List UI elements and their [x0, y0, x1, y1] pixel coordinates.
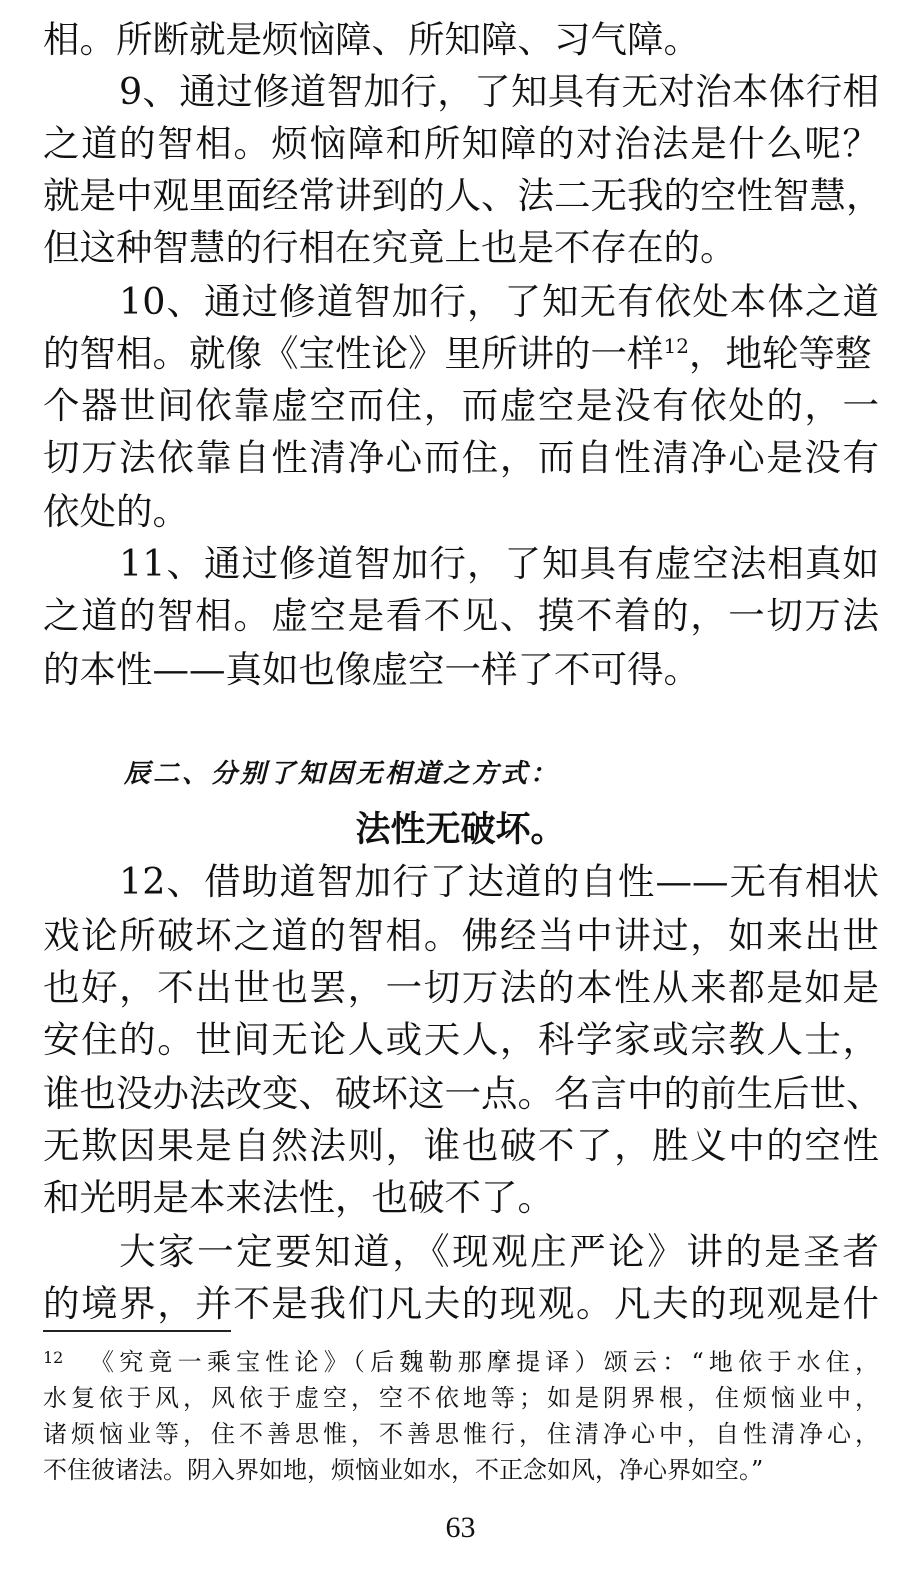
text-line: 之道的智相。烦恼障和所知障的对治法是什么呢？ [43, 122, 879, 165]
text-line: 12、借助道智加行了达道的自性——无有相状 [119, 860, 879, 903]
text-line: 的本性——真如也像虚空一样了不可得。 [43, 648, 700, 691]
text-line: 依处的。 [43, 490, 189, 533]
text-segment: ，地轮等整 [688, 332, 872, 375]
text-line: 10、通过修道智加行，了知无有依处本体之道 [119, 280, 879, 323]
text-segment: 的智相。就像《宝性论》里所讲的一样 [43, 332, 664, 375]
text-line: 但这种智慧的行相在究竟上也是不存在的。 [43, 226, 737, 269]
text-line-with-footnote [43, 332, 879, 376]
text-line: 和光明是本来法性，也破不了。 [43, 1176, 554, 1219]
footnote-line: 不住彼诸法。阴入界如地，烦恼业如水，不正念如风，净心界如空。” [43, 1456, 764, 1484]
text-line: 也好，不出世也罢，一切万法的本性从来都是如是 [43, 966, 879, 1009]
footnote-number: 12 [43, 1348, 64, 1367]
footnote-line: 诸烦恼业等，住不善思惟，不善思惟行，住清净心中，自性清净心， [43, 1420, 879, 1448]
text-line: 个器世间依靠虚空而住，而虚空是没有依处的，一 [43, 384, 879, 427]
text-line: 大家一定要知道，《现观庄严论》讲的是圣者 [119, 1230, 879, 1273]
text-line: 相。所断就是烦恼障、所知障、习气障。 [43, 18, 700, 61]
text-line: 就是中观里面经常讲到的人、法二无我的空性智慧， [43, 174, 883, 217]
page-number: 63 [445, 1511, 476, 1544]
text-line: 9、通过修道智加行，了知具有无对治本体行相 [119, 70, 879, 113]
text-line: 切万法依靠自性清净心而住，而自性清净心是没有 [43, 436, 879, 479]
text-line: 安住的。世间无论人或天人，科学家或宗教人士， [43, 1018, 879, 1061]
outline-heading: 辰二、分别了知因无相道之方式： [124, 759, 560, 789]
footnote-divider [43, 1330, 231, 1332]
verse-heading: 法性无破坏。 [355, 810, 566, 850]
footnote-line: 《究竟一乘宝性论》（后魏勒那摩提译）颂云：“地依于水住， [90, 1348, 879, 1376]
text-line: 无欺因果是自然法则，谁也破不了，胜义中的空性 [43, 1124, 879, 1167]
footnote-reference: 12 [663, 333, 689, 358]
text-line: 之道的智相。虚空是看不见、摸不着的，一切万法 [43, 594, 879, 637]
text-line: 11、通过修道智加行，了知具有虚空法相真如 [119, 542, 879, 585]
text-line: 谁也没办法改变、破坏这一点。名言中的前生后世、 [43, 1072, 883, 1115]
footnote-line: 水复依于风，风依于虚空，空不依地等；如是阴界根，住烦恼业中， [43, 1384, 879, 1412]
text-line: 戏论所破坏之道的智相。佛经当中讲过，如来出世 [43, 914, 879, 957]
text-line: 的境界，并不是我们凡夫的现观。凡夫的现观是什 [43, 1282, 879, 1325]
